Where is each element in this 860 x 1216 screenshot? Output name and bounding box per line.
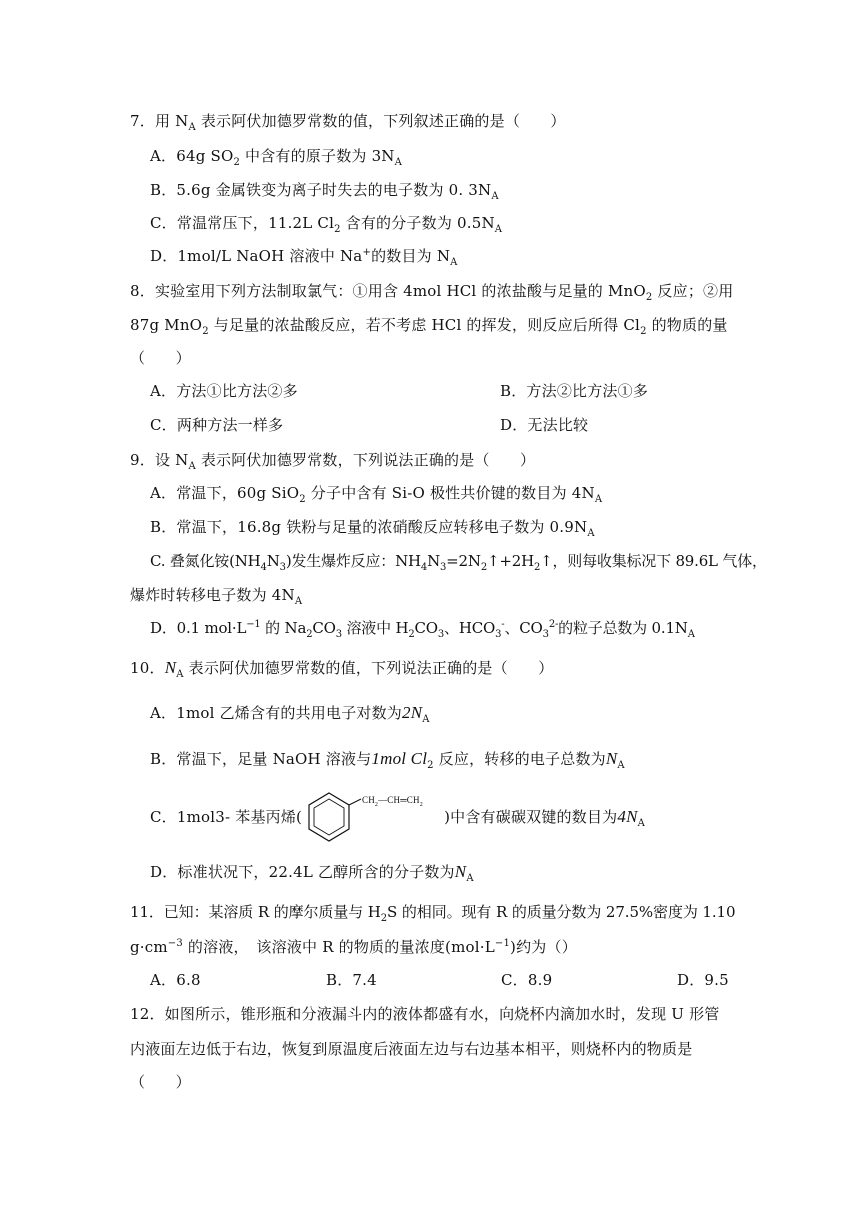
q9-option-c-line2: 爆炸时转移电子数为 $4N_A$ [130,586,303,607]
svg-text:CH2—CH═CH2: $CH_2—CH═CH_2$ [362,795,424,808]
q11-stem-line2: $g\cdot cm^{-3}$ 的溶液， 该溶液中 R 的物质的量浓度$(mol\cdot L^{-1})$约为（） [130,938,577,956]
q8-option-d: D．无法比较 [500,416,589,434]
q9-option-b: B．常温下，16.8g 铁粉与足量的浓硝酸反应转移电子数为 $0.9N_A$ [150,518,595,539]
q9-option-c-line1: C. 叠氮化铵$(NH_4N_3)$发生爆炸反应：$NH_4N_3=2N_2↑+2H_2↑$，则每收集标况下 89.6L 气体， [150,552,767,573]
q12-stem-line2: 内液面左边低于右边，恢复到原温度后液面左边与右边基本相平，则烧杯内的物质是 [130,1040,693,1058]
phenylpropene-structure [303,791,443,845]
q8-option-b: B．方法②比方法①多 [500,382,649,400]
q8-option-c: C．两种方法一样多 [150,416,284,434]
q10-option-a: A．1mol 乙烯含有的共用电子对数为$2N_A$ [150,703,430,725]
q9-stem: 9．设 $N_A$ 表示阿伏加德罗常数，下列说法正确的是（ ） [130,451,536,472]
q12-answer-bracket: （ ） [130,1073,191,1091]
q9-option-d: D．0.1 $mol\cdot L^{-1}$ 的 $Na_2CO_3$ 溶液中 $H_2CO_3$、$HCO_3^-$、$CO_3^{2-}$的粒子总数为 $0.1N_A$ [150,619,695,640]
q8-option-a: A．方法①比方法②多 [150,382,298,400]
q11-option-c: C．8.9 [501,971,553,989]
q7-stem: 7．用 $N_A$ 表示阿伏加德罗常数的值，下列叙述正确的是（ ） [130,112,566,133]
q7-option-b: B．5.6g 金属铁变为离子时失去的电子数为 0. $3N_A$ [150,181,499,202]
q11-option-b: B．7.4 [326,971,377,989]
q8-stem-line1: 8．实验室用下列方法制取氯气：①用含 4mol HCl 的浓盐酸与足量的 MnO$_2$ 反应；②用 [130,282,734,303]
q11-option-a: A．6.8 [150,971,201,989]
q10-stem: 10．$N_A$ 表示阿伏加德罗常数的值，下列说法正确的是（ ） [130,658,554,680]
q10-option-d: D．标准状况下，22.4L 乙醇所含的分子数为$N_A$ [150,862,474,884]
q7-option-a: A．64g $SO_2$ 中含有的原子数为 $3N_A$ [150,147,403,168]
q11-option-d: D．9.5 [677,971,729,989]
q8-answer-bracket: （ ） [130,349,191,367]
q7-option-d: D．1mol/L NaOH 溶液中 Na+的数目为 $N_A$ [150,247,458,268]
q8-stem-line2: 87g MnO$_2$ 与足量的浓盐酸反应，若不考虑 HCl 的挥发，则反应后所得 $Cl_2$ 的物质的量 [130,316,728,337]
q10-option-c: C．1mol3- 苯基丙烯( $CH_2—CH═CH_2$ )中含有碳碳双键的数目为$4N_A$ [150,790,645,844]
q10-option-b: B．常温下，足量 NaOH 溶液与1mol $Cl_2$ 反应，转移的电子总数为$N_A$ [150,749,625,771]
q9-option-a: A．常温下，60g SiO$_2$ 分子中含有 Si-O 极性共价键的数目为 $4N_A$ [150,484,603,505]
q11-stem-line1: 11．已知：某溶质 R 的摩尔质量与 $H_2S$ 的相同。现有 R 的质量分数为 27.5%密度为 1.10 [130,903,736,924]
q12-stem-line1: 12．如图所示，锥形瓶和分液漏斗内的液体都盛有水，向烧杯内滴加水时，发现 U 形管 [130,1005,720,1023]
q7-option-c: C．常温常压下，11.2L $Cl_2$ 含有的分子数为 $0.5N_A$ [150,214,503,235]
